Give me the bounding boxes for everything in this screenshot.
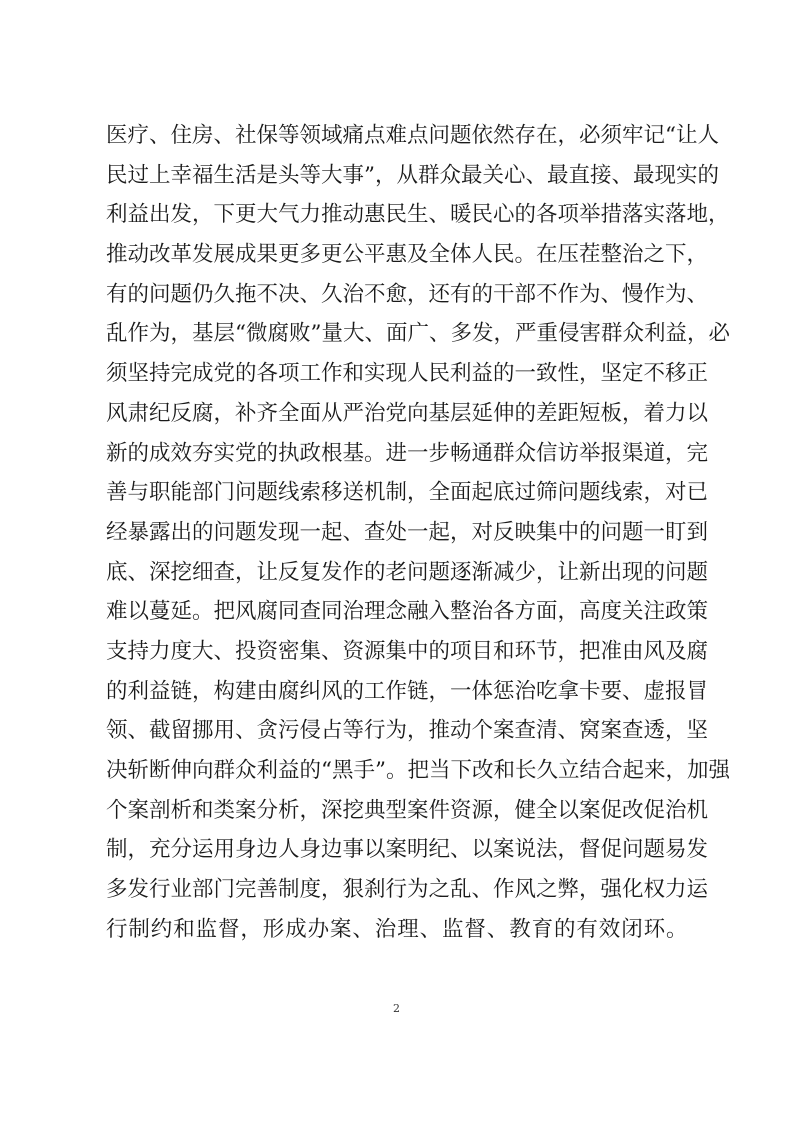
text-line: 的利益链，构建由腐纠风的工作链，一体惩治吃拿卡要、虚报冒 xyxy=(106,678,709,704)
page-number: 2 xyxy=(393,1002,400,1015)
text-line: 利益出发，下更大气力推动惠民生、暖民心的各项举措落实落地， xyxy=(106,202,730,228)
text-line: 多发行业部门完善制度，狠刹行为之乱、作风之弊，强化权力运 xyxy=(106,877,709,903)
text-line: 领、截留挪用、贪污侵占等行为，推动个案查清、窝案查透，坚 xyxy=(106,718,709,744)
text-line: 制，充分运用身边人身边事以案明纪、以案说法，督促问题易发 xyxy=(106,837,709,863)
text-line: 决斩断伸向群众利益的“黑手”。把当下改和长久立结合起来，加强 xyxy=(106,758,730,783)
text-line: 风肃纪反腐，补齐全面从严治党向基层延伸的差距短板，着力以 xyxy=(106,400,709,426)
text-line: 难以蔓延。把风腐同查同治理念融入整治各方面，高度关注政策 xyxy=(106,599,709,625)
text-line: 个案剖析和类案分析，深挖典型案件资源，健全以案促改促治机 xyxy=(106,797,709,823)
text-line: 民过上幸福生活是头等大事”，从群众最关心、最直接、最现实的 xyxy=(106,162,719,188)
text-line: 乱作为，基层“微腐败”量大、面广、多发，严重侵害群众利益，必 xyxy=(106,321,730,347)
text-line: 新的成效夯实党的执政根基。进一步畅通群众信访举报渠道，完 xyxy=(106,440,709,466)
text-line: 底、深挖细查，让反复发作的老问题逐渐减少，让新出现的问题 xyxy=(106,559,709,585)
text-line-last: 行制约和监督，形成办案、治理、监督、教育的有效闭环。 xyxy=(106,916,689,942)
text-line: 善与职能部门问题线索移送机制，全面起底过筛问题线索，对已 xyxy=(106,480,709,506)
text-line: 支持力度大、投资密集、资源集中的项目和环节，把准由风及腐 xyxy=(106,638,709,664)
text-line: 推动改革发展成果更多更公平惠及全体人民。在压茬整治之下， xyxy=(106,242,709,268)
text-line: 须坚持完成党的各项工作和实现人民利益的一致性，坚定不移正 xyxy=(106,361,709,387)
text-line: 有的问题仍久拖不决、久治不愈，还有的干部不作为、慢作为、 xyxy=(106,281,709,307)
text-line: 经暴露出的问题发现一起、查处一起，对反映集中的问题一盯到 xyxy=(106,519,709,545)
text-line: 医疗、住房、社保等领域痛点难点问题依然存在，必须牢记“让人 xyxy=(106,123,719,148)
body-paragraph xyxy=(106,116,730,949)
